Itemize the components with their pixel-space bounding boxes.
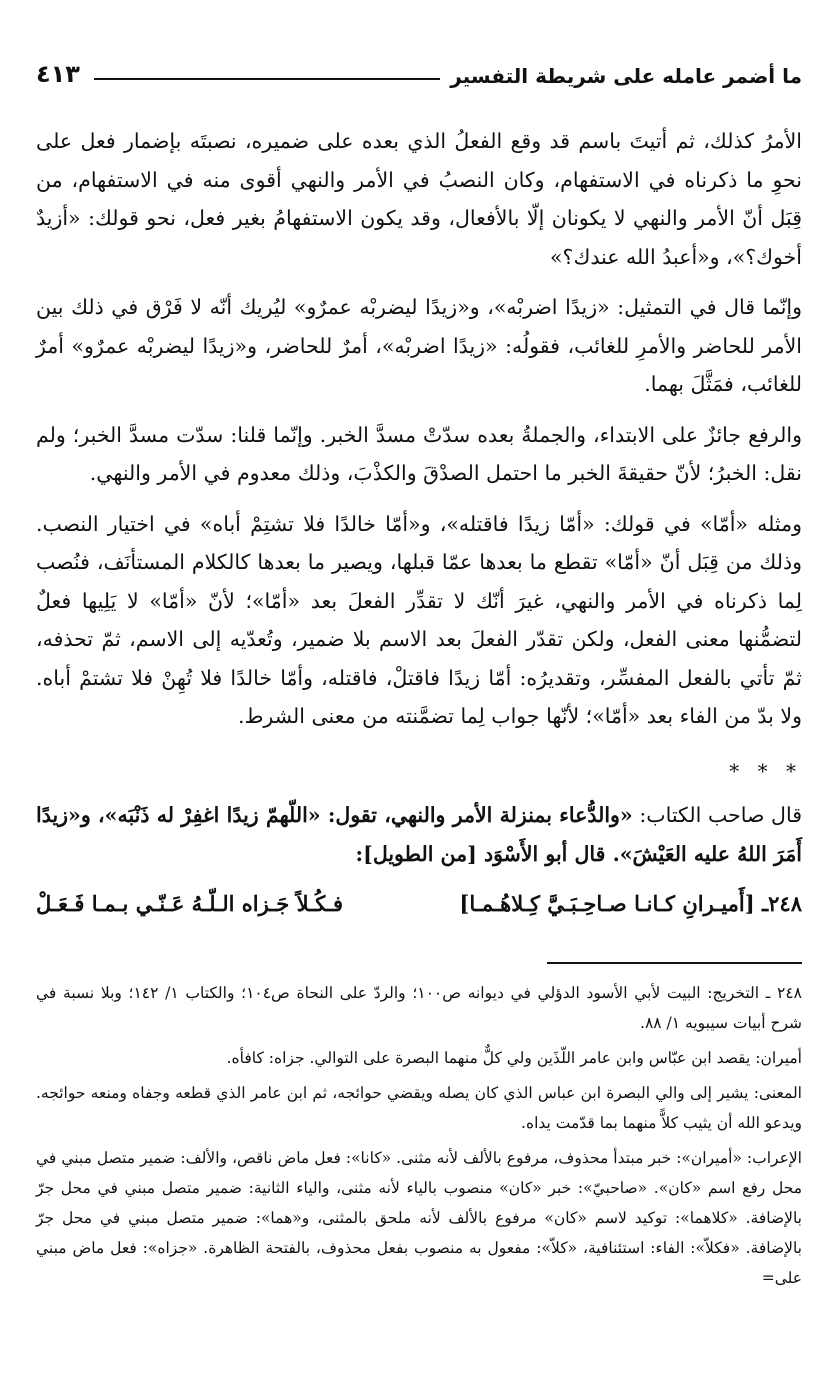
- footnotes: [36, 978, 802, 1293]
- footnote: المعنى: يشير إلى والي البصرة ابن عباس الذي كان يصله ويقضي حوائجه، ثم ابن عامر الذي قطعه وجفاه ومنعه حوائجه. ويدعو الله أن يثيب كلاًّ منهما بما قدّمت يداه.: [36, 1083, 802, 1132]
- quote-lead: قال صاحب الكتاب:: [632, 803, 802, 827]
- footnote: ٢٤٨ ـ التخريج: البيت لأبي الأسود الدؤلي في ديوانه ص١٠٠؛ والردّ على النحاة ص١٠٤؛ والكتاب ١/ ١٤٢؛ وبلا نسبة في شرح أبيات سيبويه ١/ ٨٨.: [36, 983, 802, 1032]
- book-page: [36, 48, 802, 1368]
- paragraph: ومثله «أمّا» في قولك: «أمّا زيدًا فاقتله»، و«أمّا خالدًا فلا تشتِمْ أباه» في اختيار النصب. وذلك من قِبَل أنّ «أمّا» تقطع ما بعدها عمّا قبلها، ويصير ما بعدها كالكلام المستأنَف، فنُصب لِما ذكرناه في الأمر والنهي، غيرَ أنّك لا تقدِّر الفعلَ بعد «أمّا»؛ لأنّ «أمّا» لا يَلِيها فعلٌ لتضمُّنها معنى الفعل، ولكن تقدّر الفعلَ بعد الاسم بلا ضمير، وتُعدّيه إلى الاسم، ثمّ تحذفه، ثمّ تأتي بالفعل المفسِّر، وتقديرُه: أمّا زيدًا فاقتلْ، فاقتله، وأمّا خالدًا فلا تُهِنْ فلا تشتمْ أباه. ولا بدّ من الفاء بعد «أمّا»؛ لأنّها جواب لِما تضمَّنته من معنى الشرط.: [36, 511, 802, 728]
- running-title: ما أضمر عامله على شريطة التفسير: [450, 64, 802, 88]
- header-rule: [94, 78, 440, 80]
- verse-second-hemistich: فـكُـلاً جَـزاه الـلّـهُ عَـنّـي بـمـا فَـعَـلْ: [36, 891, 344, 916]
- page-header: [36, 48, 802, 88]
- paragraph: والرفع جائزٌ على الابتداء، والجملةُ بعده سدّتْ مسدَّ الخبر. وإنّما قلنا: سدّت مسدَّ الخبر؛ ولم نقل: الخبرُ؛ لأنّ حقيقةَ الخبر ما احتمل الصدْقَ والكذْبَ، وذلك معدوم في الأمر والنهي.: [36, 422, 802, 485]
- paragraph: الأمرُ كذلك، ثم أتيتَ باسم قد وقع الفعلُ الذي بعده على ضميره، نصبتَه بإضمار فعل على نحوِ ما ذكرناه في الاستفهام، وكان النصبُ في الأمر والنهي أقوى منه في الاستفهام، من قِبَل أنّ الأمر والنهي لا يكونان إلّا بالأفعال، وقد يكون الاستفهامُ بغير فعل، نحو قولك: «أزيدٌ أخوك؟»، و«أعبدُ الله عندك؟»: [36, 129, 802, 269]
- quote-text: «والدُّعاء بمنزلة الأمر والنهي، تقول: «اللّهمّ زيدًا اغفِرْ له ذَنْبَه»، و«زيدًا أَمَرَ اللهُ عليه العَيْشَ». قال أبو الأَسْوَد [من الطويل]:: [36, 803, 802, 866]
- footnote: أميران: يقصد ابن عبّاس وابن عامر اللّذَين ولي كلٌّ منهما البصرة على التوالي. جزاه: كافأه.: [226, 1048, 802, 1067]
- main-text: [36, 122, 802, 924]
- page-number: ٤١٣: [36, 60, 80, 88]
- section-separator: * * *: [729, 758, 802, 783]
- paragraph: وإنّما قال في التمثيل: «زيدًا اضربْه»، و«زيدًا ليضربْه عمرٌو» ليُريك أنّه لا فَرْق في ذلك بين الأمر للحاضر والأمرِ للغائب، فقولُه: «زيدًا اضربْه»، أمرٌ للحاضر، و«زيدًا ليضربْه عمرٌو» أمرٌ للغائب، فمَثَّلَ بهما.: [36, 295, 802, 396]
- verse-first-hemistich: ٢٤٨ـ [أَميـرانِ كـانـا صـاحِـبَـيَّ كِـلاهُـمـا]: [459, 891, 802, 916]
- footnote-rule: [547, 962, 802, 964]
- poetry-verse: [36, 885, 802, 924]
- quoted-passage: [36, 796, 802, 873]
- footnote: الإعراب: «أميران»: خبر مبتدأ محذوف، مرفوع بالألف لأنه مثنى. «كانا»: فعل ماض ناقص، والألف: ضمير متصل مبني في محل رفع اسم «كان». «صاحبيّ»: خبر «كان» منصوب بالياء لأنه مثنى، والياء الثانية: ضمير متصل مبني في محل جرّ بالإضافة. «كلاهما»: توكيد لاسم «كان» مرفوع بالألف لأنه ملحق بالمثنى، و«هما»: ضمير متصل مبني في محل جرّ بالإضافة. «فكلاّ»: الفاء: استئنافية، «كلاّ»: مفعول به منصوب بفعل محذوف، بالفتحة الظاهرة. «جزاه»: فعل ماض مبني على=: [36, 1148, 802, 1287]
